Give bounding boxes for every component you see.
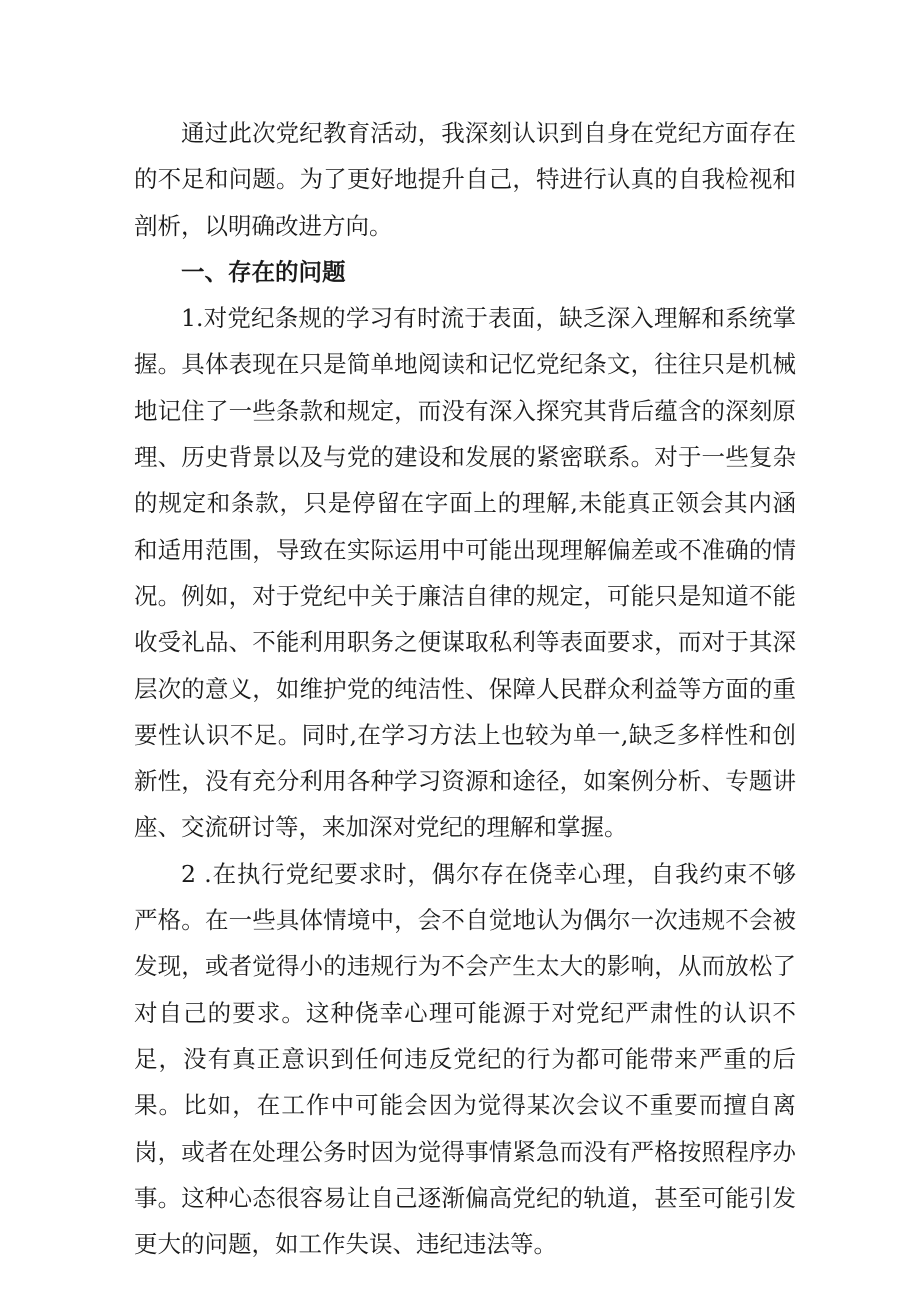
intro-paragraph: 通过此次党纪教育活动，我深刻认识到自身在党纪方面存在的不足和问题。为了更好地提升自己，特进行认真的自我检视和剖析，以明确改进方向。 xyxy=(134,119,796,240)
section-heading: 一、存在的问题 xyxy=(181,257,346,286)
document-body xyxy=(134,110,796,1267)
problem-paragraph-2: 2 .在执行党纪要求时，偶尔存在侥幸心理，自我约束不够严格。在一些具体情境中，会不自觉地认为偶尔一次违规不会被发现，或者觉得小的违规行为不会产生太大的影响，从而放松了对自己的要求。这种侥幸心理可能源于对党纪严肃性的认识不足，没有真正意识到任何违反党纪的行为都可能带来严重的后果。比如，在工作中可能会因为觉得某次会议不重要而擅自离岗，或者在处理公务时因为觉得事情紧急而没有严格按照程序办事。这种心态很容易让自己逐渐偏高党纪的轨道，甚至可能引发更大的问题，如工作失误、违纪违法等。 xyxy=(134,859,796,1259)
problem-paragraph-1: 1.对党纪条规的学习有时流于表面，缺乏深入理解和系统掌握。具体表现在只是简单地阅读和记忆党纪条文，往往只是机械地记住了一些条款和规定，而没有深入探究其背后蕴含的深刻原理、历史背景以及与党的建设和发展的紧密联系。对于一些复杂的规定和条款，只是停留在字面上的理解,未能真正领会其内涵和适用范围，导致在实际运用中可能出现理解偏差或不准确的情况。例如，对于党纪中关于廉洁自律的规定，可能只是知道不能收受礼品、不能利用职务之便谋取私利等表面要求，而对于其深层次的意义，如维护党的纯洁性、保障人民群众利益等方面的重要性认识不足。同时,在学习方法上也较为单一,缺乏多样性和创新性，没有充分利用各种学习资源和途径，如案例分析、专题讲座、交流研讨等，来加深对党纪的理解和掌握。 xyxy=(134,304,796,842)
